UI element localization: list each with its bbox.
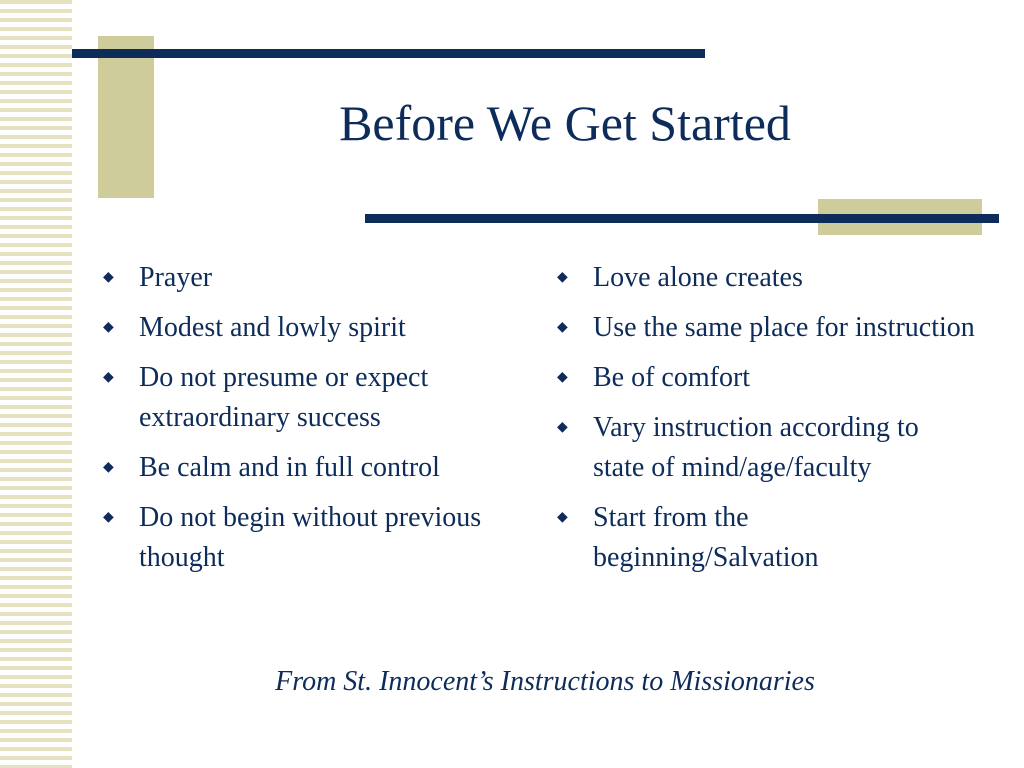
left-bullet-list <box>103 258 523 588</box>
list-item-text: Be of comfort <box>593 362 751 393</box>
diamond-bullet-icon: ◆ <box>103 320 114 335</box>
list-item <box>557 258 977 298</box>
list-item <box>103 258 523 298</box>
diamond-bullet-icon: ◆ <box>103 510 114 525</box>
diamond-bullet-icon: ◆ <box>557 370 568 385</box>
slide-title: Before We Get Started <box>339 95 791 151</box>
list-item <box>103 358 523 438</box>
list-item-text: Do not presume or expect extraordinary success <box>139 362 429 433</box>
list-item-text: Do not begin without previous thought <box>139 502 482 573</box>
diamond-bullet-icon: ◆ <box>103 370 114 385</box>
list-item-text: Love alone creates <box>593 262 803 293</box>
list-item <box>103 448 523 488</box>
list-item-text: Be calm and in full control <box>139 452 440 483</box>
list-item-text: Vary instruction according to state of mind/age/faculty <box>593 412 919 483</box>
diamond-bullet-icon: ◆ <box>557 270 568 285</box>
list-item <box>557 498 977 578</box>
list-item-text: Start from the beginning/Salvation <box>593 502 819 573</box>
list-item <box>103 498 523 578</box>
right-bullet-list <box>557 258 977 588</box>
source-citation: From St. Innocent’s Instructions to Missionaries <box>275 666 815 697</box>
top-navy-rule <box>72 49 705 58</box>
list-item-text: Use the same place for instruction <box>593 312 975 343</box>
list-item-text: Prayer <box>139 262 213 293</box>
list-item <box>557 358 977 398</box>
diamond-bullet-icon: ◆ <box>103 460 114 475</box>
list-item <box>103 308 523 348</box>
list-item <box>557 308 977 348</box>
diamond-bullet-icon: ◆ <box>103 270 114 285</box>
tan-accent-block-left <box>98 36 154 198</box>
diamond-bullet-icon: ◆ <box>557 320 568 335</box>
list-item <box>557 408 977 488</box>
diamond-bullet-icon: ◆ <box>557 510 568 525</box>
striped-sidebar-decoration <box>0 0 72 768</box>
diamond-bullet-icon: ◆ <box>557 420 568 435</box>
bottom-navy-rule <box>365 214 999 223</box>
list-item-text: Modest and lowly spirit <box>139 312 406 343</box>
